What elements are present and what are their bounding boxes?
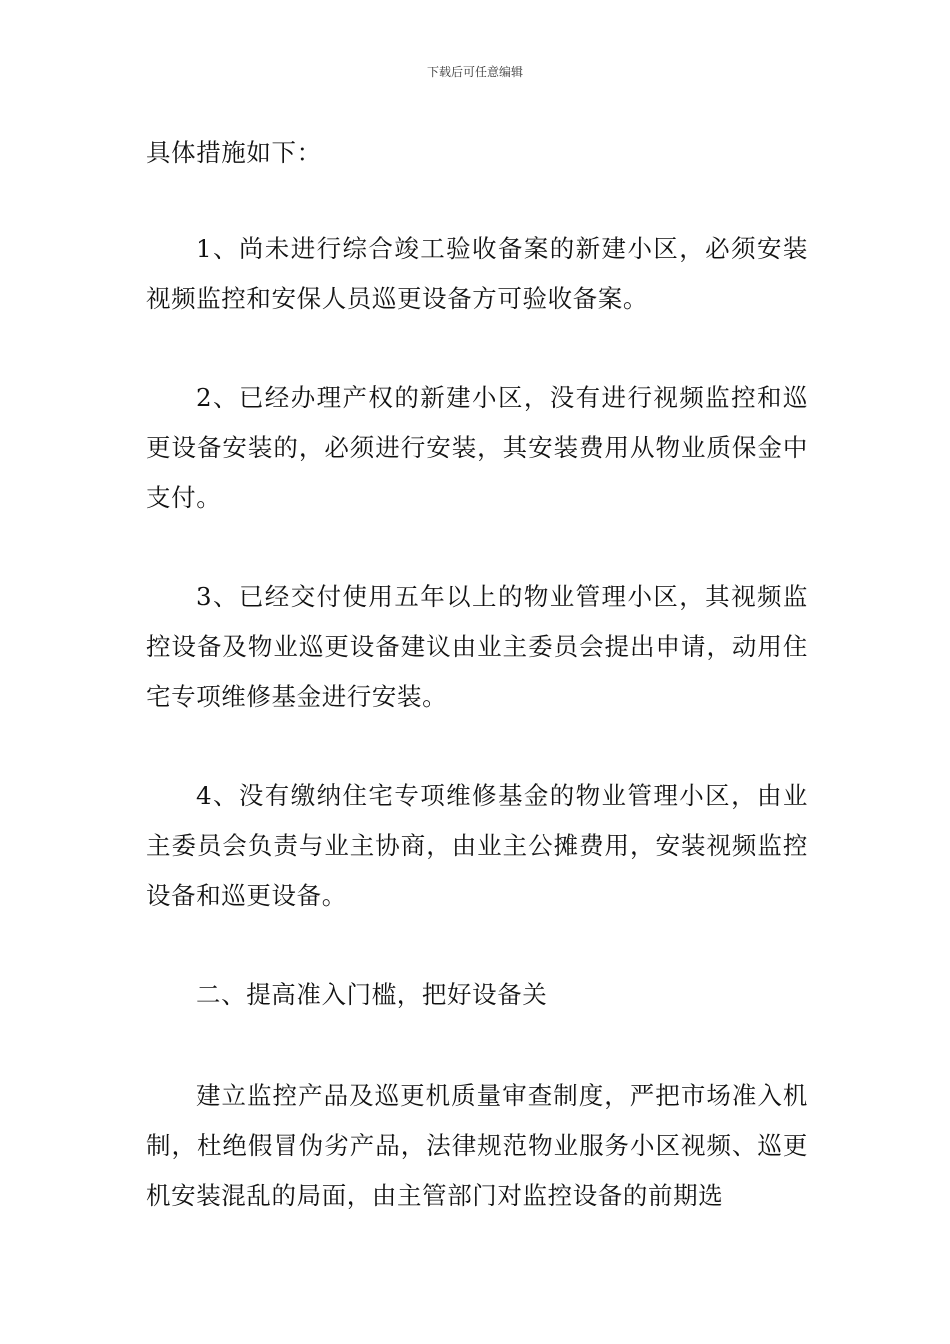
measure-paragraph-3: 3、已经交付使用五年以上的物业管理小区，其视频监控设备及物业巡更设备建议由业主委员会提出申请，动用住宅专项维修基金进行安装。 — [146, 582, 808, 711]
section-heading: 二、提高准入门槛，把好设备关 — [196, 980, 548, 1009]
measure-paragraph-2: 2、已经办理产权的新建小区，没有进行视频监控和巡更设备安装的，必须进行安装，其安装费用从物业质保金中支付。 — [146, 383, 808, 512]
page-header-note: 下载后可任意编辑 — [426, 65, 523, 79]
measure-paragraph-1: 1、尚未进行综合竣工验收备案的新建小区，必须安装视频监控和安保人员巡更设备方可验收备案。 — [146, 234, 808, 313]
measure-paragraph-4: 4、没有缴纳住宅专项维修基金的物业管理小区，由业主委员会负责与业主协商，由业主公摊费用，安装视频监控设备和巡更设备。 — [146, 781, 808, 910]
section-body-paragraph: 建立监控产品及巡更机质量审查制度，严把市场准入机制，杜绝假冒伪劣产品，法律规范物业服务小区视频、巡更机安装混乱的局面，由主管部门对监控设备的前期选 — [146, 1081, 808, 1210]
intro-paragraph: 具体措施如下： — [146, 138, 322, 167]
